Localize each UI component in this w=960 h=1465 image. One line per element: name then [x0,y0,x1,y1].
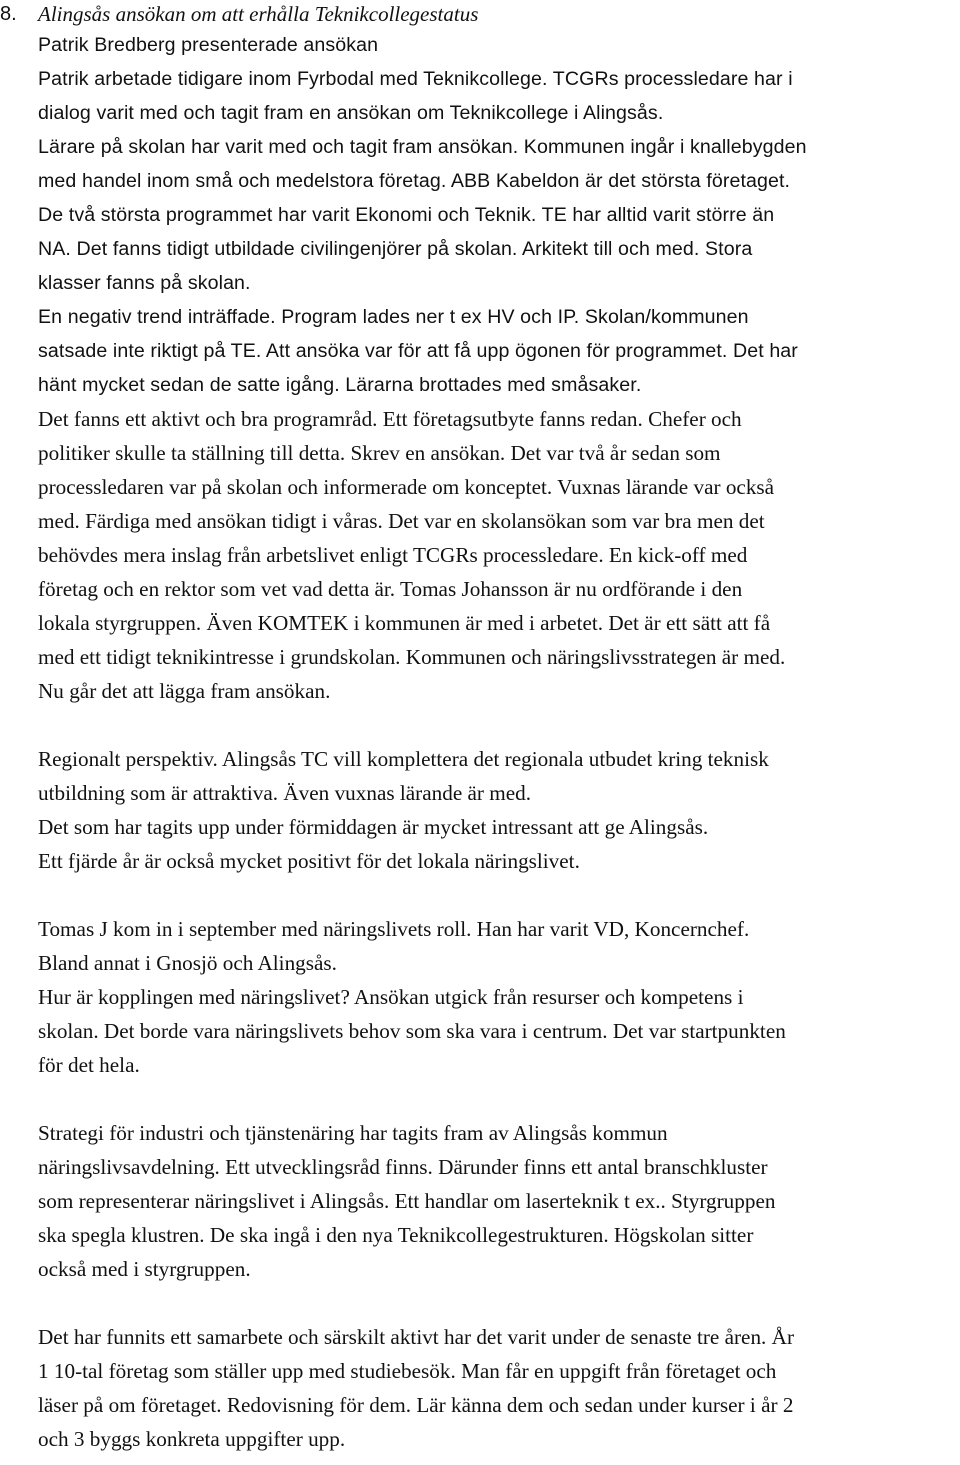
text-line: 1 10-tal företag som ställer upp med studiebesök. Man får en uppgift från företaget och [38,1359,777,1383]
text-line: skolan. Det borde vara näringslivets behov som ska vara i centrum. Det var startpunkten [38,1019,786,1043]
text-line: Strategi för industri och tjänstenäring har tagits fram av Alingsås kommun [38,1121,668,1145]
paragraph [38,912,960,1082]
paragraph [38,742,960,878]
text-line: hänt mycket sedan de satte igång. Lärarna brottades med småsaker. [38,374,642,396]
paragraph [38,28,960,708]
text-line: också med i styrgruppen. [38,1257,251,1281]
text-line: Hur är kopplingen med näringslivet? Ansökan utgick från resurser och kompetens i [38,985,744,1009]
text-line: för det hela. [38,1053,140,1077]
text-line: Ett fjärde år är också mycket positivt för det lokala näringslivet. [38,849,580,873]
text-line: Det som har tagits upp under förmiddagen är mycket intressant att ge Alingsås. [38,815,709,839]
text-line: Bland annat i Gnosjö och Alingsås. [38,951,337,975]
text-line: läser på om företaget. Redovisning för dem. Lär känna dem och sedan under kurser i år 2 [38,1393,794,1417]
text-line: företag och en rektor som vet vad detta är. Tomas Johansson är nu ordförande i den [38,577,743,601]
text-line: dialog varit med och tagit fram en ansökan om Teknikcollege i Alingsås. [38,102,664,124]
text-line: näringslivsavdelning. Ett utvecklingsråd finns. Därunder finns ett antal branschkluster [38,1155,768,1179]
paragraph-spacer [38,708,960,742]
text-line: Regionalt perspektiv. Alingsås TC vill komplettera det regionala utbudet kring teknisk [38,747,769,771]
text-line: Nu går det att lägga fram ansökan. [38,679,331,703]
text-line: Tomas J kom in i september med näringslivets roll. Han har varit VD, Koncernchef. [38,917,750,941]
text-line: Det har funnits ett samarbete och särskilt aktivt har det varit under de senaste tre åren. År [38,1325,794,1349]
text-line: satsade inte riktigt på TE. Att ansöka var för att få upp ögonen för programmet. Det har [38,340,798,362]
text-line: politiker skulle ta ställning till detta. Skrev en ansökan. Det var två år sedan som [38,441,721,465]
text-line: med. Färdiga med ansökan tidigt i våras. Det var en skolansökan som var bra men det [38,509,765,533]
paragraph-spacer [38,1082,960,1116]
paragraph [38,1116,960,1286]
section-number: 8. [0,3,17,25]
text-line: Patrik Bredberg presenterade ansökan [38,34,379,56]
text-line: Lärare på skolan har varit med och tagit fram ansökan. Kommunen ingår i knallebygden [38,136,807,158]
paragraph [38,1320,960,1456]
text-line: lokala styrgruppen. Även KOMTEK i kommunen är med i arbetet. Det är ett sätt att få [38,611,771,635]
text-line: Patrik arbetade tidigare inom Fyrbodal med Teknikcollege. TCGRs processledare har i [38,68,793,90]
text-line: processledaren var på skolan och informerade om konceptet. Vuxnas lärande var också [38,475,775,499]
text-line: med handel inom små och medelstora företag. ABB Kabeldon är det största företaget. [38,170,791,192]
text-line: och 3 byggs konkreta uppgifter upp. [38,1427,346,1451]
paragraph-spacer [38,878,960,912]
text-line: ska spegla klustren. De ska ingå i den nya Teknikcollegestrukturen. Högskolan sitter [38,1223,754,1247]
text-line: klasser fanns på skolan. [38,272,251,294]
text-line: behövdes mera inslag från arbetslivet enligt TCGRs processledare. En kick-off med [38,543,748,567]
paragraph-spacer [38,1286,960,1320]
text-line: som representerar näringslivet i Alingsås. Ett handlar om laserteknik t ex.. Styrgruppen [38,1189,776,1213]
text-line: NA. Det fanns tidigt utbildade civilingenjörer på skolan. Arkitekt till och med. Stora [38,238,753,260]
text-line: De två största programmet har varit Ekonomi och Teknik. TE har alltid varit större än [38,204,775,226]
text-line: utbildning som är attraktiva. Även vuxnas lärande är med. [38,781,532,805]
text-line: En negativ trend inträffade. Program lades ner t ex HV och IP. Skolan/kommunen [38,306,749,328]
document-body [38,28,960,1456]
section-heading: Alingsås ansökan om att erhålla Teknikcollegestatus [38,2,479,26]
text-line: Det fanns ett aktivt och bra programråd. Ett företagsutbyte fanns redan. Chefer och [38,407,742,431]
text-line: med ett tidigt teknikintresse i grundskolan. Kommunen och näringslivsstrategen är med. [38,645,786,669]
